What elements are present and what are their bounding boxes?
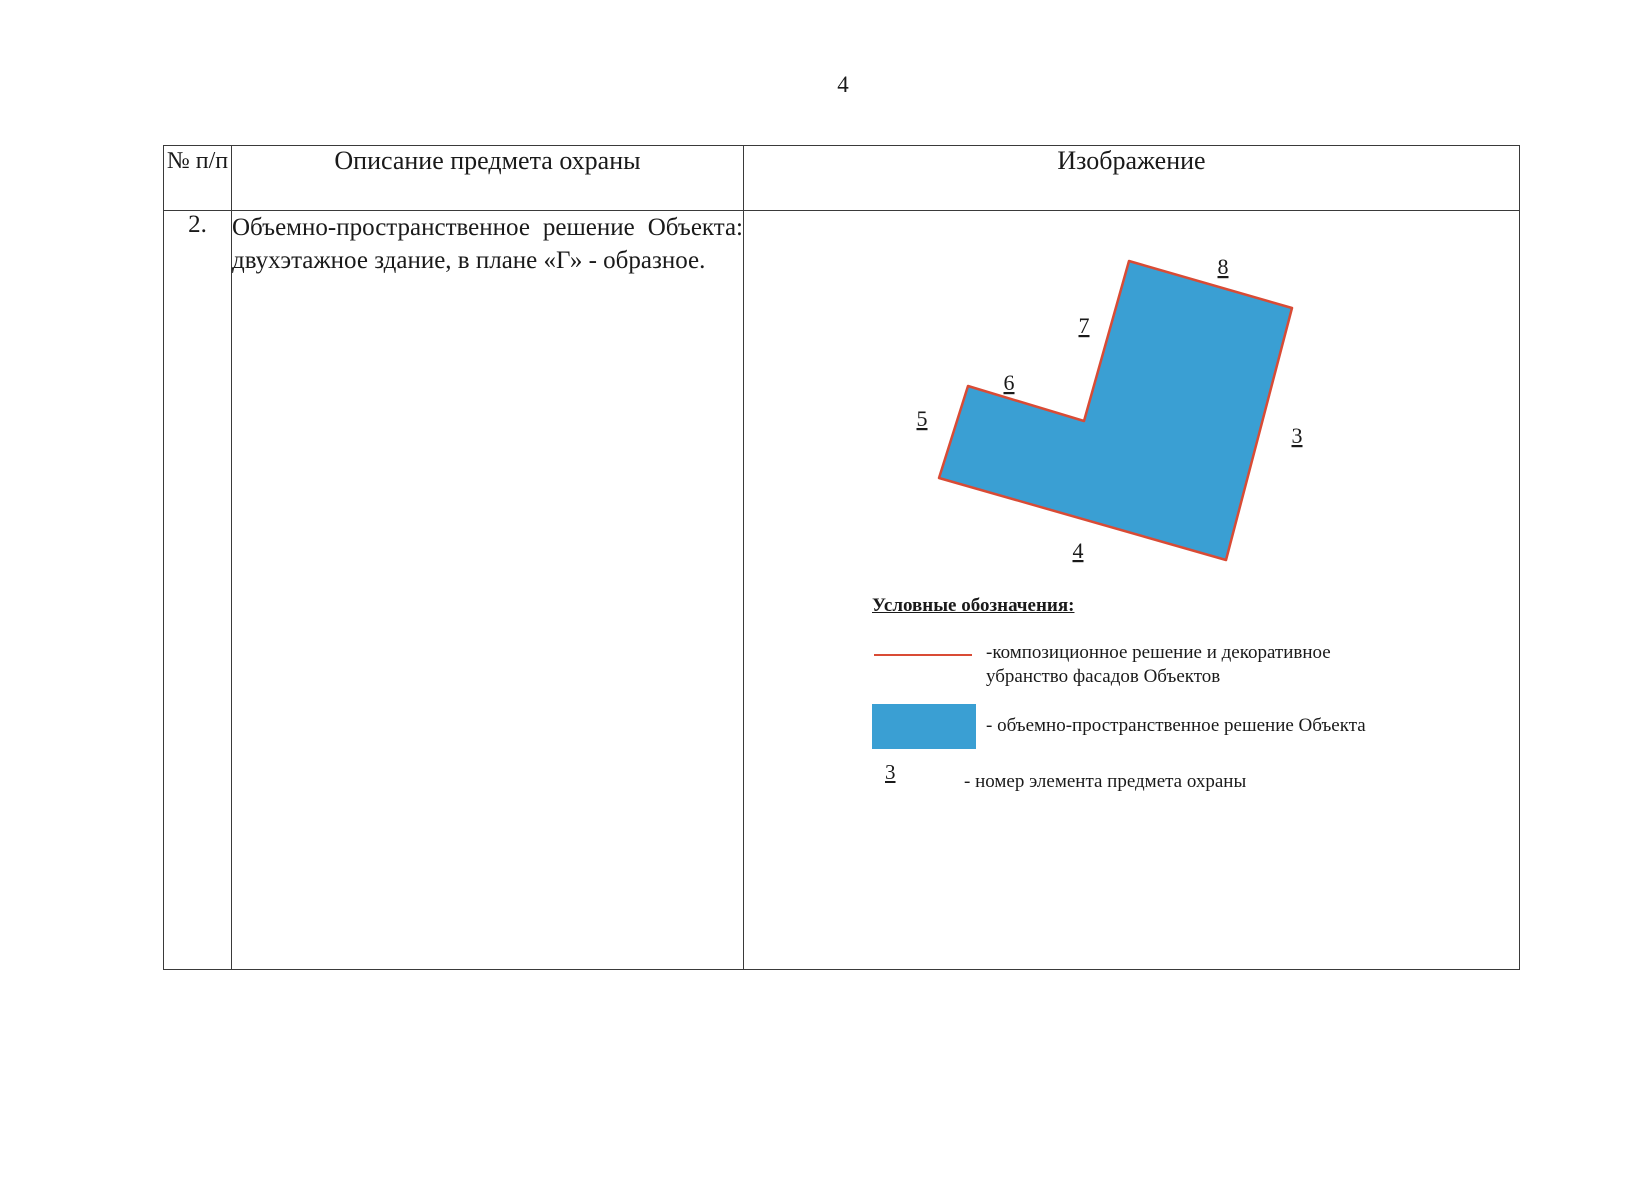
- element-label-3: 3: [1291, 423, 1303, 448]
- building-footprint: [939, 261, 1292, 560]
- building-plan-diagram: [744, 211, 1520, 969]
- row-description: Объемно-пространственное решение Объекта: двухэтажное здание, в плане «Г» - образное.: [232, 211, 744, 970]
- element-label-5: 5: [916, 406, 928, 431]
- header-image: Изображение: [744, 146, 1520, 211]
- legend-number-text: - номер элемента предмета охраны: [964, 771, 1247, 792]
- legend-volume-text: - объемно-пространственное решение Объекта: [986, 715, 1366, 736]
- element-label-4: 4: [1072, 538, 1084, 563]
- element-label-8: 8: [1217, 254, 1229, 279]
- legend-number-symbol: 3: [885, 760, 896, 784]
- legend-facade-text: -композиционное решение и декоративное убранство фасадов Объектов: [986, 642, 1331, 687]
- header-number: № п/п: [164, 146, 232, 211]
- legend-title: Условные обозначения:: [872, 595, 1075, 616]
- legend-blue-swatch: [872, 704, 976, 749]
- element-label-6: 6: [1003, 370, 1015, 395]
- table-header-row: [164, 146, 1520, 211]
- row-image-cell: [744, 211, 1520, 970]
- table-row: [164, 211, 1520, 970]
- page-number: 4: [837, 72, 849, 97]
- protection-table: [163, 145, 1520, 970]
- row-number: 2.: [164, 211, 232, 970]
- header-description: Описание предмета охраны: [232, 146, 744, 211]
- legend-red-line-symbol: [874, 654, 972, 656]
- element-label-7: 7: [1078, 313, 1090, 338]
